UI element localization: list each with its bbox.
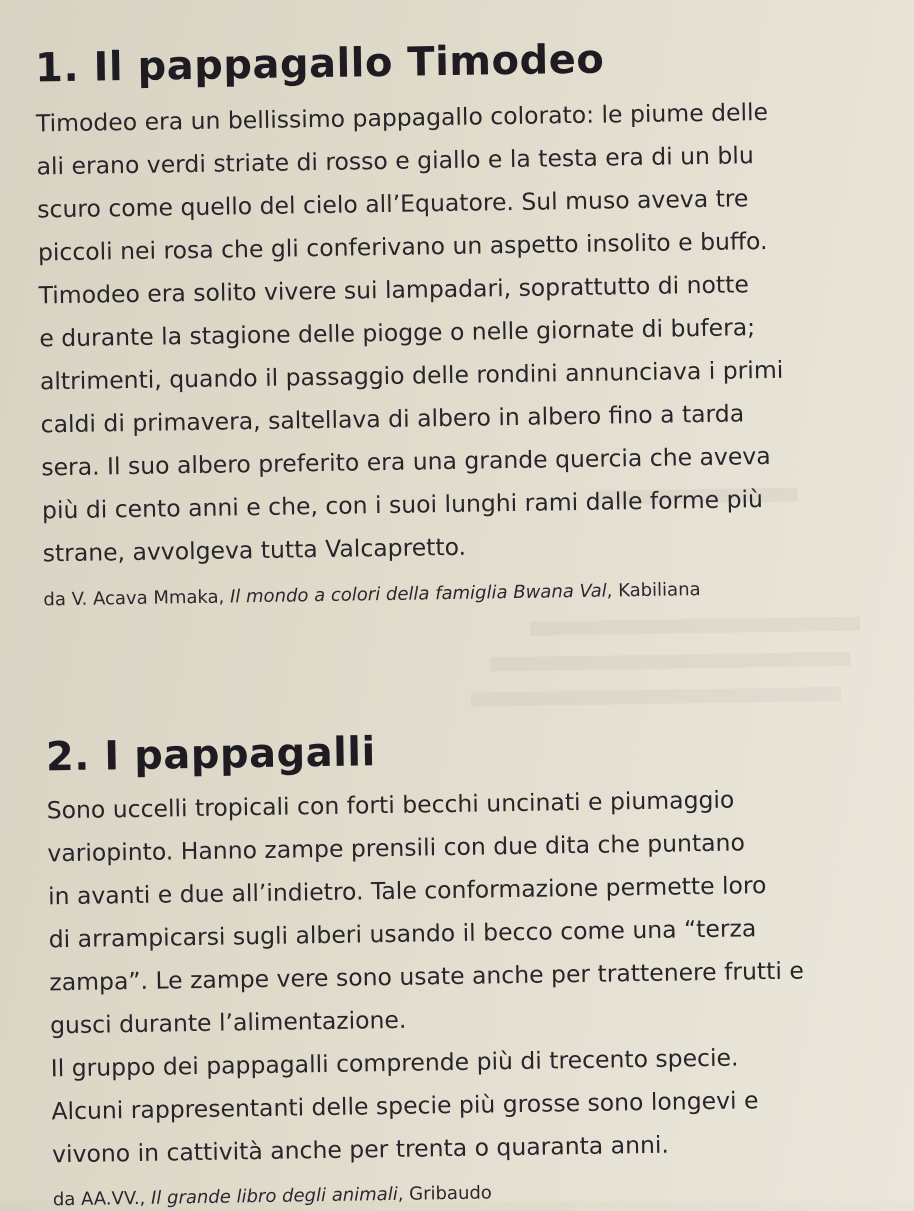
section-2-line: gusci durante l’alimentazione. bbox=[49, 1005, 407, 1040]
section-1-heading: 1. Il pappagallo Timodeo bbox=[34, 36, 605, 92]
section-2-line: Sono uccelli tropicali con forti becchi uncinati e piumaggio bbox=[46, 785, 735, 825]
section-2-line: zampa”. Le zampe vere sono usate anche per trattenere frutti e bbox=[49, 956, 805, 997]
section-1-line: caldi di primavera, saltellava di albero in albero fino a tarda bbox=[40, 399, 745, 439]
section-2-heading: 2. I pappagalli bbox=[45, 729, 377, 781]
section-2-line: di arrampicarsi sugli alberi usando il becco come una “terza bbox=[48, 914, 757, 954]
section-2-line: Il gruppo dei pappagalli comprende più di trecento specie. bbox=[50, 1043, 739, 1083]
section-1-line: strane, avvolgeva tutta Valcapretto. bbox=[42, 532, 467, 568]
section-1-line: piccoli nei rosa che gli conferivano un aspetto insolito e buffo. bbox=[37, 226, 768, 267]
section-1-line: e durante la stagione delle piogge o nelle giornate di bufera; bbox=[39, 313, 756, 353]
section-1-line: Timodeo era solito vivere sui lampadari, soprattutto di notte bbox=[38, 270, 750, 310]
section-2-source bbox=[53, 1182, 492, 1210]
source-author: da V. Acava Mmaka, bbox=[43, 586, 231, 611]
section-1-source bbox=[43, 579, 700, 610]
section-1-line: Timodeo era un bellissimo pappagallo colorato: le piume delle bbox=[35, 97, 769, 138]
section-1-line: sera. Il suo albero preferito era una grande quercia che aveva bbox=[41, 441, 771, 482]
section-1-line: ali erano verdi striate di rosso e giallo e la testa era di un blu bbox=[36, 141, 754, 181]
section-2-line: Alcuni rappresentanti delle specie più grosse sono longevi e bbox=[51, 1086, 759, 1126]
source-title: Il mondo a colori della famiglia Bwana Val bbox=[229, 580, 607, 608]
source-author: da AA.VV., bbox=[52, 1187, 152, 1211]
section-2-line: in avanti e due all’indietro. Tale conformazione permette loro bbox=[47, 871, 767, 911]
show-through-mark bbox=[471, 687, 841, 707]
section-1-line: più di cento anni e che, con i suoi lunghi rami dalle forme più bbox=[41, 485, 764, 525]
show-through-mark bbox=[490, 652, 850, 672]
section-1-line: scuro come quello del cielo all’Equatore. Sul muso aveva tre bbox=[37, 184, 749, 224]
source-publisher: , Kabiliana bbox=[606, 579, 701, 602]
section-2-line: variopinto. Hanno zampe prensili con due dita che puntano bbox=[47, 828, 746, 868]
source-title: Il grande libro degli animali bbox=[150, 1183, 398, 1209]
show-through-mark bbox=[530, 617, 860, 636]
section-2-line: vivono in cattività anche per trenta o quaranta anni. bbox=[51, 1130, 670, 1169]
section-1-line: altrimenti, quando il passaggio delle rondini annunciava i primi bbox=[39, 355, 784, 396]
source-publisher: , Gribaudo bbox=[397, 1182, 493, 1205]
